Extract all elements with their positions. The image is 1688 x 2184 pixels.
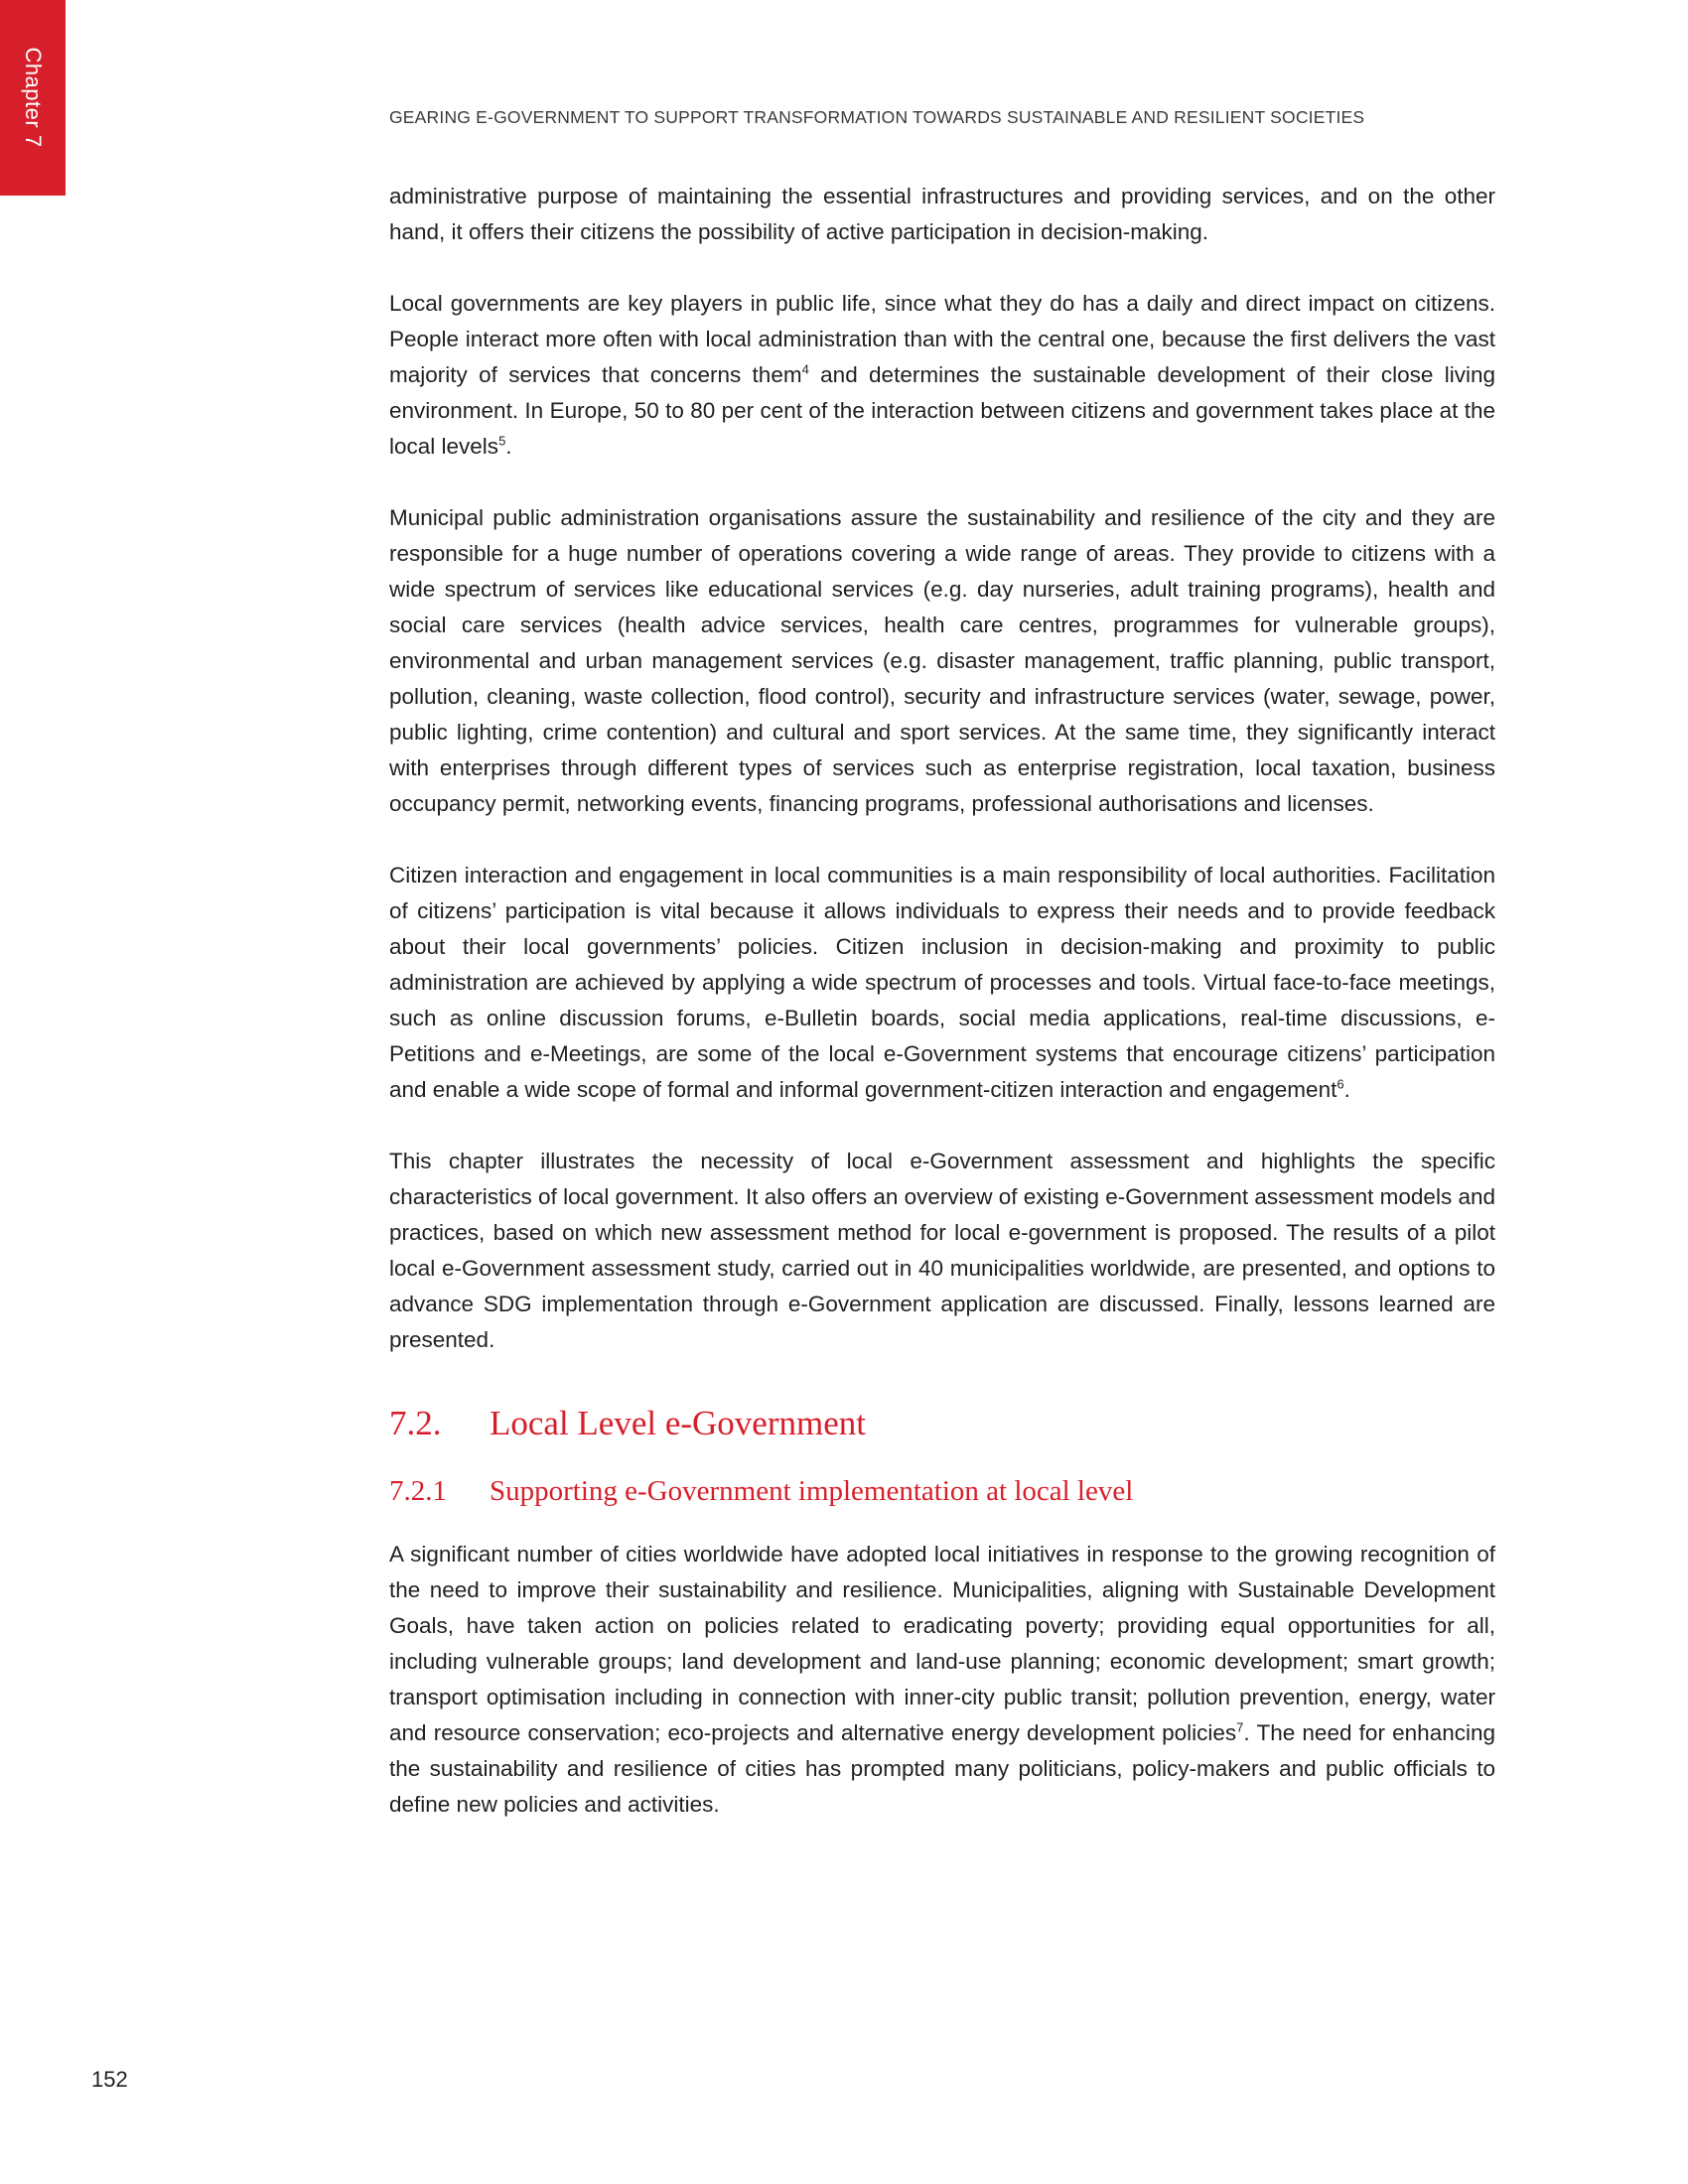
- subsection-paragraph-text-b: . The need for enhancing the sustainability and resilience of cities has prompted many politicians, policy-makers and public officials to define new policies and activities.: [389, 1720, 1495, 1817]
- subsection-paragraph-text-a: A significant number of cities worldwide have adopted local initiatives in response to the growing recognition of the need to improve their sustainability and resilience. Municipalities, aligning with Sustainable Development Goals, have taken action on policies related to eradicating poverty; providing equal opportunities for all, including vulnerable groups; land development and land-use planning; economic development; smart growth; transport optimisation including in connection with inner-city public transit; pollution prevention, energy, water and resource conservation; eco-projects and alternative energy development policies: [389, 1542, 1495, 1745]
- paragraph-3: Municipal public administration organisations assure the sustainability and resilience of the city and they are responsible for a huge number of operations covering a wide range of areas. They provide to citizens with a wide spectrum of services like educational services (e.g. day nurseries, adult training programs), health and social care services (health advice services, health care centres, programmes for vulnerable groups), environmental and urban management services (e.g. disaster management, traffic planning, public transport, pollution, cleaning, waste collection, flood control), security and infrastructure services (water, sewage, power, public lighting, crime contention) and cultural and sport services. At the same time, they significantly interact with enterprises through different types of services such as enterprise registration, local taxation, business occupancy permit, networking events, financing programs, professional authorisations and licenses.: [389, 505, 1495, 816]
- chapter-tab-label: Chapter 7: [21, 47, 46, 148]
- paragraph-2: [389, 286, 1495, 465]
- footnote-ref-4: 4: [801, 361, 809, 377]
- chapter-tab: [0, 0, 66, 196]
- section-title: Local Level e-Government: [490, 1404, 866, 1442]
- paragraph-4: [389, 858, 1495, 1108]
- subsection-title: Supporting e-Government implementation at local level: [490, 1475, 1134, 1507]
- paragraph-5: This chapter illustrates the necessity of local e-Government assessment and highlights the specific characteristics of local government. It also offers an overview of existing e-Government assessment models and practices, based on which new assessment method for local e-government is proposed. The results of a pilot local e-Government assessment study, carried out in 40 municipalities worldwide, are presented, and options to advance SDG implementation through e-Government application are discussed. Finally, lessons learned are presented.: [389, 1149, 1495, 1352]
- paragraph-2-text-c: .: [505, 434, 512, 459]
- footnote-ref-5: 5: [498, 433, 506, 449]
- subsection-paragraph: [389, 1537, 1495, 1823]
- running-header: GEARING E-GOVERNMENT TO SUPPORT TRANSFORMATION TOWARDS SUSTAINABLE AND RESILIENT SOCIETIES: [389, 107, 1365, 127]
- paragraph-2-text-a: Local governments are key players in public life, since what they do has a daily and direct impact on citizens. People interact more often with local administration than with the central one, because the first delivers the vast majority of services that concerns them: [389, 291, 1495, 387]
- paragraph-4-text-b: .: [1343, 1077, 1350, 1102]
- section-heading: [389, 1394, 1495, 1453]
- section-number: 7.2.: [389, 1404, 442, 1442]
- paragraph-2-text-b: and determines the sustainable development of their close living environment. In Europe, 50 to 80 per cent of the interaction between citizens and government takes place at the local levels: [389, 362, 1495, 459]
- main-content: [389, 179, 1495, 1858]
- page-number: 152: [91, 2067, 128, 2092]
- subsection-heading: [389, 1465, 1495, 1517]
- footnote-ref-6: 6: [1336, 1076, 1344, 1092]
- subsection-number: 7.2.1: [389, 1475, 447, 1507]
- paragraph-4-text-a: Citizen interaction and engagement in local communities is a main responsibility of local authorities. Facilitation of citizens’ participation is vital because it allows individuals to express their needs and to provide feedback about their local governments’ policies. Citizen inclusion in decision-making and proximity to public administration are achieved by applying a wide spectrum of processes and tools. Virtual face-to-face meetings, such as online discussion forums, e-Bulletin boards, social media applications, real-time discussions, e-Petitions and e-Meetings, are some of the local e-Government systems that encourage citizens’ participation and enable a wide scope of formal and informal government-citizen interaction and engagement: [389, 863, 1495, 1102]
- footnote-ref-7: 7: [1236, 1719, 1244, 1735]
- paragraph-1: administrative purpose of maintaining the essential infrastructures and providing services, and on the other hand, it offers their citizens the possibility of active participation in decision-making.: [389, 184, 1495, 244]
